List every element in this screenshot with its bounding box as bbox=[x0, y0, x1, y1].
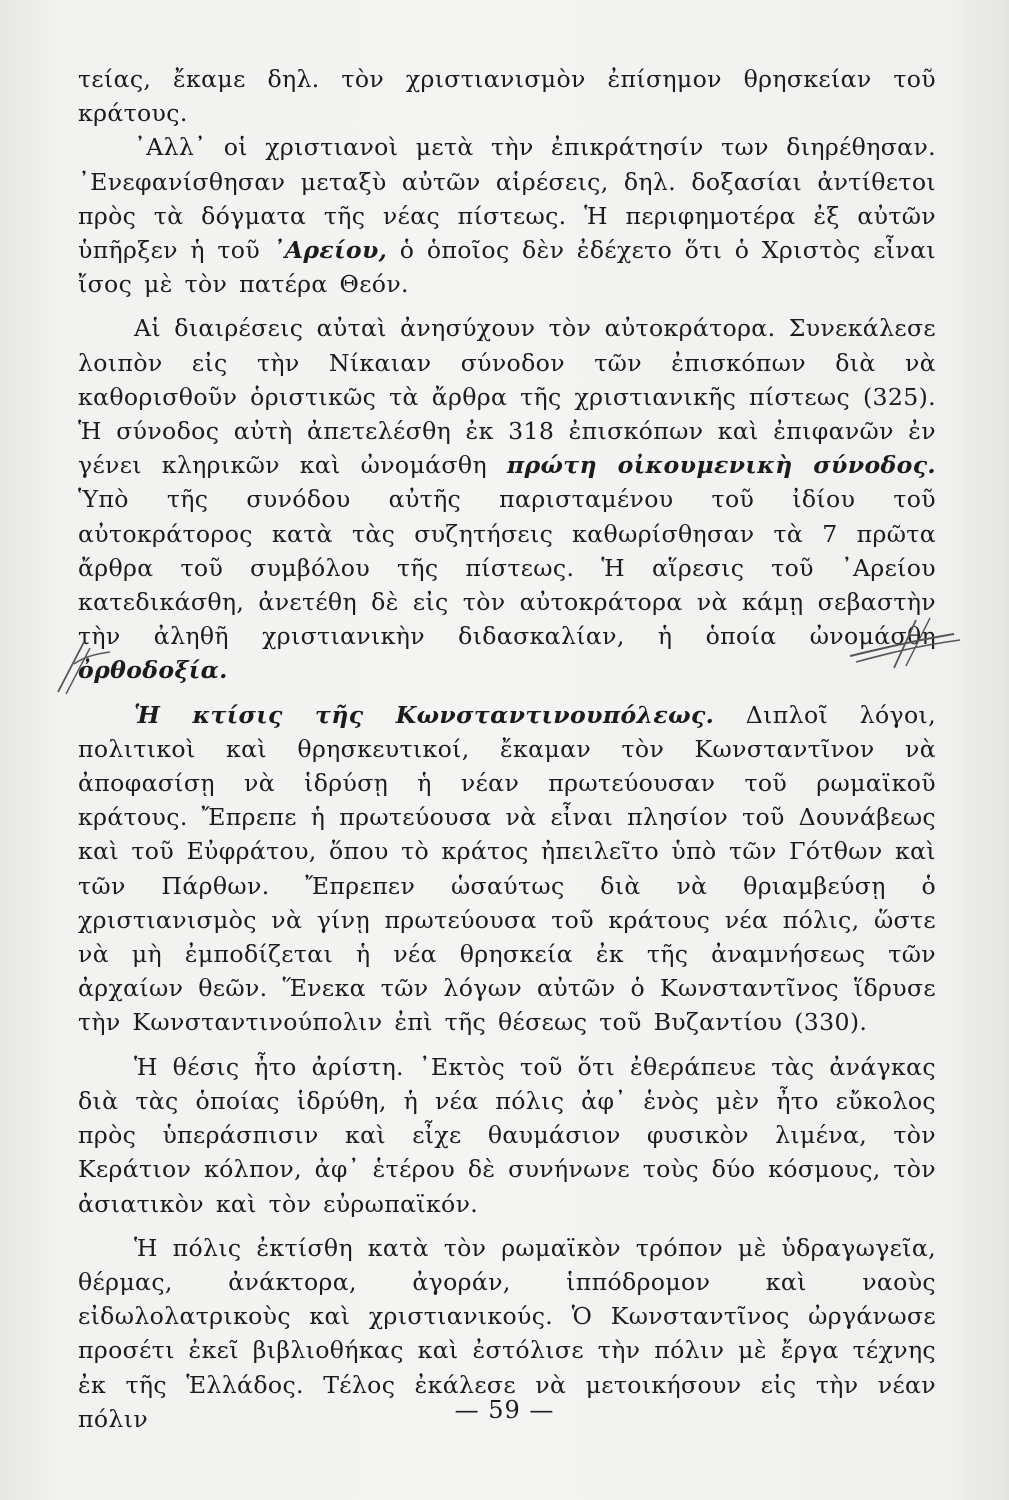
text-run: ὁ ὁποῖος δὲν ἐδέχετο ὅτι ὁ Χριστὸς εἶναι ἴσος μὲ τὸν πατέρα Θεόν. bbox=[78, 236, 936, 299]
text-run: Ὑπὸ τῆς συνόδου αὐτῆς παρισταμένου τοῦ ἰδίου τοῦ αὐτοκράτορος κατὰ τὰς συζητήσεις καθωρίσθησαν τὰ 7 πρῶτα ἄρθρα τοῦ συμβόλου τῆς πίστεως. Ἡ αἵρεσις τοῦ ᾿Αρείου κατεδικάσθη, ἀνετέθη δὲ εἰς τὸν αὐτοκράτορα νὰ κάμῃ σεβαστὴν τὴν ἀληθῆ χριστιανικὴν διδασκαλίαν, ἡ ὁποία ὠνομάσθη bbox=[78, 485, 936, 651]
text-run: Ἡ θέσις ἦτο ἀρίστη. ᾿Εκτὸς τοῦ ὅτι ἐθεράπευε τὰς ἀνάγκας διὰ τὰς ὁποίας ἱδρύθη, ἡ νέα πόλις ἀφ᾿ ἑνὸς μὲν ἦτο εὔκολος πρὸς ὑπεράσπισιν καὶ εἶχε θαυμάσιον φυσικὸν λιμένα, τὸν Κεράτιον κόλπον, ἀφ᾿ ἑτέρου δὲ συνήνωνε τοὺς δύο κόσμους, τὸν ἀσιατικὸν καὶ τὸν εὐρωπαϊκόν. bbox=[78, 1052, 936, 1218]
body-text bbox=[78, 62, 936, 1436]
text-run: Διπλοῖ λόγοι, πολιτικοὶ καὶ θρησκευτικοί, ἔκαμαν τὸν Κωνσταντῖνον νὰ ἀποφασίσῃ νὰ ἱδρύσῃ ἡ νέαν πρωτεύουσαν τοῦ ρωμαϊκοῦ κράτους. Ἔπρεπε ἡ πρωτεύουσα νὰ εἶναι πλησίον τοῦ Δουνάβεως καὶ τοῦ Εὐφράτου, ὅπου τὸ κράτος ἠπειλεῖτο ὑπὸ τῶν Γότθων καὶ τῶν Πάρθων. Ἔπρεπεν ὡσαύτως διὰ νὰ θριαμβεύσῃ ὁ χριστιανισμὸς νὰ γίνῃ πρωτεύουσα τοῦ κράτους νέα πόλις, ὥστε νὰ μὴ ἐμποδίζεται ἡ νέα θρησκεία ἐκ τῆς ἀναμνήσεως τῶν ἀρχαίων θεῶν. Ἕνεκα τῶν λόγων αὐτῶν ὁ Κωνσταντῖνος ἵδρυσε τὴν Κωνσταντινούπολιν ἐπὶ τῆς θέσεως τοῦ Βυζαντίου (330). bbox=[78, 700, 936, 1037]
paragraph-2 bbox=[78, 130, 936, 301]
text-run: Ἡ πόλις ἐκτίσθη κατὰ τὸν ρωμαϊκὸν τρόπον μὲ ὑδραγωγεῖα, θέρμας, ἀνάκτορα, ἀγοράν, ἱππόδρομον καὶ ναοὺς εἰδωλολατρικοὺς καὶ χριστιανικούς. Ὁ Κωνσταντῖνος ὠργάνωσε προσέτι ἐκεῖ βιβλιοθήκας καὶ ἐστόλισε τὴν πόλιν μὲ ἔργα τέχνης ἐκ τῆς Ἑλλάδος. Τέλος ἐκάλεσε νὰ μετοικήσουν εἰς τὴν νέαν πόλιν bbox=[78, 1233, 936, 1433]
text-run: τείας, ἔκαμε δηλ. τὸν χριστιανισμὸν ἐπίσημον θρησκείαν τοῦ κράτους. bbox=[78, 65, 936, 128]
emphasized-term: ὀρθοδοξία. bbox=[78, 656, 228, 685]
text-run: Αἱ διαιρέσεις αὐταὶ ἀνησύχουν τὸν αὐτοκράτορα. Συνεκάλεσε λοιπὸν εἰς τὴν Νίκαιαν σύνοδον τῶν ἐπισκόπων διὰ νὰ καθορισθοῦν ὁριστικῶς τὰ ἄρθρα τῆς χριστιανικῆς πίστεως (325). Ἡ σύνοδος αὐτὴ ἀπετελέσθη ἐκ 318 ἐπισκόπων καὶ ἐπιφανῶν ἐν γένει κληρικῶν καὶ ὠνομάσθη bbox=[78, 314, 936, 480]
emphasized-term: πρώτη οἰκουμενικὴ σύνοδος. bbox=[506, 451, 937, 480]
text-run: ᾿Αλλ᾿ οἱ χριστιανοὶ μετὰ τὴν ἐπικράτησίν των διηρέθησαν. ᾿Ενεφανίσθησαν μεταξὺ αὐτῶν αἱρέσεις, δηλ. δοξασίαι ἀντίθετοι πρὸς τὰ δόγματα τῆς νέας πίστεως. Ἡ περιφημοτέρα ἐξ αὐτῶν ὑπῆρξεν ἡ τοῦ bbox=[78, 133, 936, 265]
paragraph-1 bbox=[78, 62, 936, 130]
paragraph-3 bbox=[78, 311, 936, 687]
emphasized-term: ᾿Αρείου, bbox=[272, 236, 388, 265]
page-number: — 59 — bbox=[454, 1396, 555, 1424]
paragraph-5 bbox=[78, 1050, 936, 1221]
paragraph-4 bbox=[78, 698, 936, 1040]
emphasized-term: Ἡ κτίσις τῆς Κωνσταντινουπόλεως. bbox=[134, 700, 715, 729]
